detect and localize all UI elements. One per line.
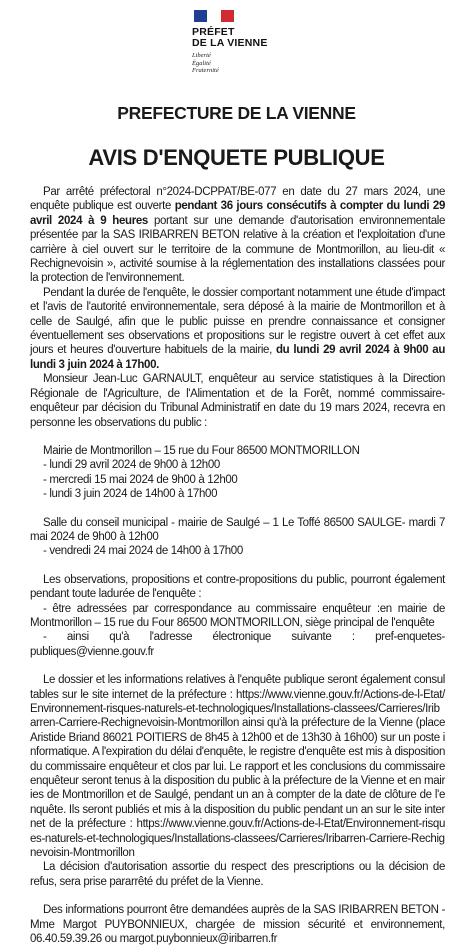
saulge-date-1: - vendredi 24 mai 2024 de 14h00 à 17h00 (43, 545, 243, 558)
paragraph-commissaire: Monsieur Jean-Luc GARNAULT, enquêteur au service statistiques à la Direction Régionale de l'Agriculture, de l'Alimentation et de la Forêt, nommé commissaire-enquêteur par décision du Tribunal Administratif en date du 19 mars 2024, recevra en personne les observations du public : (30, 373, 445, 429)
prefet-logo (192, 10, 272, 75)
observations-item-email: - ainsi qu'à l'adresse électronique suivante : pref-enquetes-publiques@vienne.gouv.fr (30, 631, 445, 658)
paragraph-arrete (30, 185, 445, 286)
montmorillon-date-3: - lundi 3 juin 2024 de 14h00 à 17h00 (43, 488, 218, 501)
text: Par arrêté préfectoral n°2024-DCPPAT/BE-077 en date du 27 mars 2024, une enquête publique est ouverte (30, 186, 445, 213)
motto-fraternite: Fraternité (192, 67, 219, 74)
page-title: PREFECTURE DE LA VIENNE (117, 103, 356, 123)
motto-egalite: Égalité (192, 59, 211, 67)
montmorillon-date-2: - mercredi 15 mai 2024 de 9h00 à 12h00 (43, 473, 238, 486)
motto (192, 52, 272, 75)
bold-text: pendant 36 jours consécutifs à compter du lundi 29 avril 2024 à 9 heures (30, 200, 445, 227)
paragraph-observations: Les observations, propositions et contre-propositions du public, pourront également pendant toute ladurée de l'enquête : (30, 573, 445, 601)
logo-name-line1: PRÉFET (192, 26, 235, 38)
notice-title: AVIS D'ENQUETE PUBLIQUE (88, 145, 385, 170)
montmorillon-address: Mairie de Montmorillon – 15 rue du Four 86500 MONTMORILLON (43, 444, 360, 457)
notice-body (30, 185, 445, 947)
paragraph-consultation: Le dossier et les informations relatives à l'enquête publique seront également consultables sur le site internet de la préfecture : https://www.vienne.gouv.fr/Actions-de-l-Etat/Environnement-risques-naturels-et-technologiques/Installations-classees/Carrieres/Iribarren-Carriere-Rechignevoisin-Montmorillon ainsi qu'à la préfecture de la Vienne (place Aristide Briand 86021 POITIERS de 8h45 à 12h00 et de 13h30 à 16h00) sur un poste informatique. A l'expiration du délai d'enquête, le registre d'enquête est mis à disposition du commissaire enquêteur et clos par lui. Le rapport et les conclusions du commissaire enquêteur seront tenus à la disposition du public à la préfecture de la Vienne et en mairies de Montmorillon et de Saulgé, pendant un an à compter de la date de clôture de l'enquête. Ils seront publiés et mis à la disposition du public pendant un an sur le site internet de la préfecture : https://www.vienne.gouv.fr/Actions-de-l-Etat/Environnement-risques-naturels-et-technologiques/Installations-classees/Carrieres/Iribarren-Carriere-Rechignevoisin-Montmorillon (30, 674, 445, 860)
observations-item-mail: - être adressées par correspondance au commissaire enquêteur :en mairie de Montmorillon – 15 rue du Four 86500 MONTMORILLON, siège principal de l'enquête (30, 602, 445, 629)
bold-text: du lundi 29 avril 2024 à 9h00 au lundi 3 juin 2024 à 17h00. (30, 344, 445, 371)
paragraph-dossier (30, 286, 445, 372)
logo-name-line2: DE LA VIENNE (192, 37, 268, 49)
text: portant sur une demande d'autorisation environnementale présentée par la SAS IRIBARREN BETON relative à la création et l'exploitation d'une carrière à ciel ouvert sur le territoire de la commune de Montmorillon, au lieu-dit « Rechignevoisin », activité soumise à la réglementation des installations classées pour la protection de l'environnement. (30, 214, 445, 285)
text: Pendant la durée de l'enquête, le dossier comportant notamment une étude d'impact et l'avis de l'autorité environnementale, sera déposé à la mairie de Montmorillon et à celle de Saulgé, afin que le public puisse en prendre connaissance et consigner éventuellement ses observations et propositions sur le registre ouvert à cet effet aux jours et heures d'ouverture habituels de la mairie, (30, 286, 445, 357)
saulge-address: Salle du conseil municipal - mairie de Saulgé – 1 Le Toffé 86500 SAULGE- mardi 7 mai 2024 de 9h00 à 12h00 (30, 516, 445, 543)
logo-name (192, 27, 272, 49)
motto-liberte: Liberté (192, 52, 211, 59)
tricolor-flag-icon (194, 10, 234, 22)
montmorillon-date-1: - lundi 29 avril 2024 de 9h00 à 12h00 (43, 459, 220, 472)
paragraph-contact: Des informations pourront être demandées auprès de la SAS IRIBARREN BETON - Mme Margot PUYBONNIEUX, chargée de mission sécurité et environnement, 06.40.59.39.26 ou margot.puybonnieux@iribarren.fr (30, 904, 445, 946)
paragraph-decision: La décision d'autorisation assortie du respect des prescriptions ou la décision de refus, sera prise pararrêté du préfet de la Vienne. (30, 861, 445, 888)
